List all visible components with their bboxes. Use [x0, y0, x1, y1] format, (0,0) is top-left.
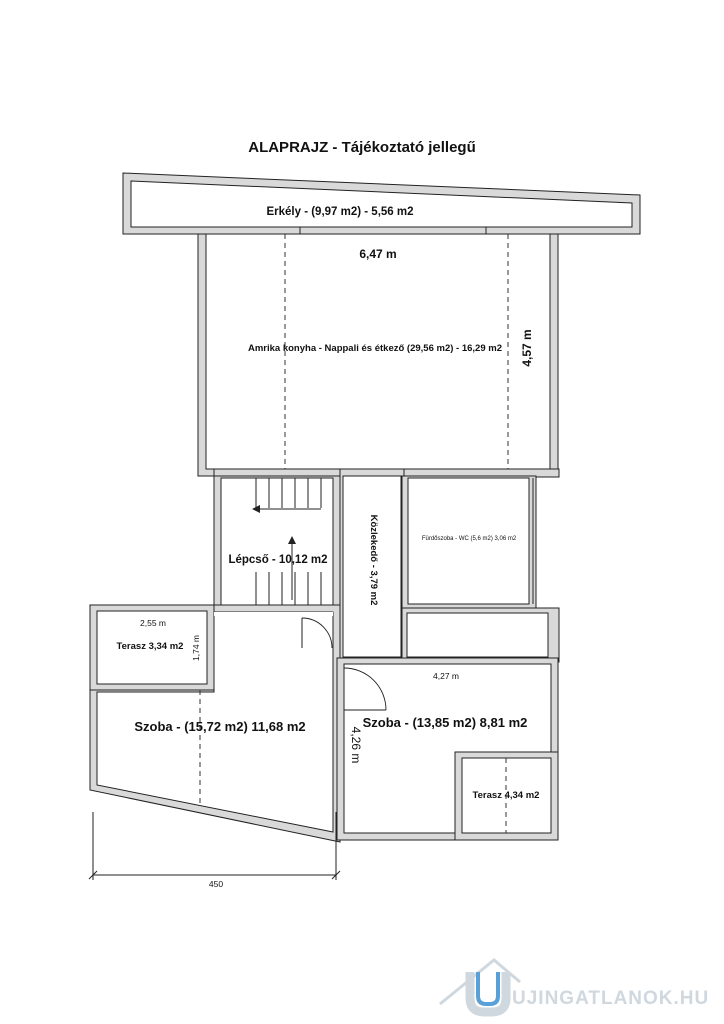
- stairs: [214, 476, 340, 610]
- living-room: [198, 234, 558, 476]
- terrace-left-height-dimension: 1,74 m: [191, 635, 201, 661]
- logo-u-inner: [478, 972, 498, 1004]
- terrace-right: [455, 752, 558, 840]
- stairs-label: Lépcső - 10,12 m2: [228, 554, 328, 566]
- living-width-dimension: 6,47 m: [359, 247, 397, 261]
- room-left-label: Szoba - (15,72 m2) 11,68 m2: [134, 719, 306, 734]
- plan-title: ALAPRAJZ - Tájékoztató jellegű: [248, 139, 476, 156]
- living-label: Amrika konyha - Nappali és étkező (29,56 m2) - 16,29 m2: [248, 343, 502, 354]
- balcony-label: Erkély - (9,97 m2) - 5,56 m2: [266, 206, 414, 218]
- balcony: [123, 173, 640, 234]
- terrace-right-label: Terasz 4,34 m2: [472, 790, 540, 801]
- room-right-label: Szoba - (13,85 m2) 8,81 m2: [362, 715, 528, 730]
- corridor-label: Közlekedő - 3,79 m2: [368, 514, 379, 606]
- terrace-left-label: Terasz 3,34 m2: [116, 641, 184, 652]
- room-right-height-dimension: 4,26 m: [349, 726, 363, 764]
- watermark-brand: UJINGATLANOK.HU: [512, 988, 710, 1009]
- bathroom: [402, 476, 536, 610]
- dimension-450: 450: [208, 879, 224, 889]
- terrace-left-width-dimension: 2,55 m: [140, 618, 166, 628]
- room-right-width-dimension: 4,27 m: [433, 671, 459, 681]
- watermark-logo: [440, 960, 709, 1012]
- bathroom-label: Fürdőszoba - WC (5,6 m2) 3,06 m2: [421, 536, 517, 542]
- terrace-left: [90, 605, 214, 690]
- living-height-dimension: 4,57 m: [520, 329, 534, 367]
